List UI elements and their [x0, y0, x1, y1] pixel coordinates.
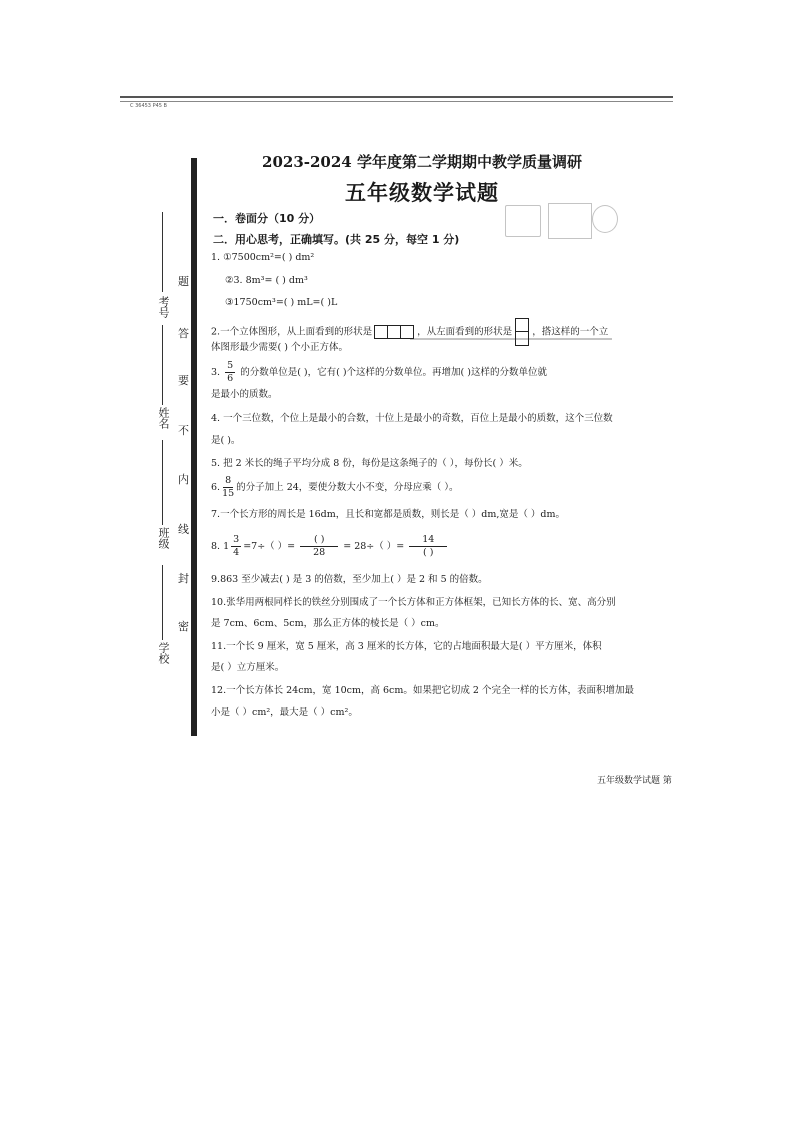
bleed-through-shape — [505, 205, 541, 237]
question-3-number: 3. — [211, 367, 221, 378]
left-view-figure — [515, 318, 529, 346]
question-4: 4. 一个三位数，个位上是最小的合数，十位上是最小的奇数，百位上是最小的质数，这个三位数 — [211, 413, 613, 424]
section-1-heading: 一．卷面分（10 分） — [213, 212, 321, 225]
question-4-line2: 是( )。 — [211, 435, 241, 446]
question-1a: 1. ①7500cm²=( ) dm² — [211, 252, 315, 263]
question-8-number: 8. — [211, 541, 221, 552]
question-8 — [211, 534, 449, 559]
field-exam-no: 考号 — [157, 296, 170, 318]
question-6 — [211, 475, 459, 500]
print-code: C 36453 P45 B — [130, 103, 167, 109]
question-11: 11.一个长 9 厘米，宽 5 厘米，高 3 厘米的长方体，它的占地面积最大是( ）平方厘米，体积 — [211, 641, 602, 652]
exam-header: 2023-2024 学年度第二学期期中教学质量调研 — [262, 153, 582, 171]
question-3 — [211, 360, 547, 385]
question-6-number: 6. — [211, 482, 221, 493]
section-2-heading: 二．用心思考，正确填写。(共 25 分，每空 1 分) — [213, 233, 460, 246]
question-1b: ②3. 8m³= ( ) dm³ — [225, 275, 308, 286]
question-8-text: =7÷（ ）= — [243, 541, 296, 552]
top-border-line-thin — [120, 101, 673, 102]
field-line-name — [162, 325, 163, 405]
bleed-through-shape — [548, 203, 592, 239]
exam-title: 五年级数学试题 — [345, 180, 499, 205]
fraction: $\frac{3}{4}$ — [233, 534, 240, 558]
field-line-class — [162, 440, 163, 525]
page-footer: 五年级数学试题 第 — [597, 776, 672, 786]
binding-bar — [191, 158, 197, 736]
seal-char: 密 — [178, 620, 189, 633]
question-2-text: ，搭这样的一个立 — [532, 326, 609, 338]
question-2-line2: 体图形最少需要( ) 个小正方体。 — [211, 342, 348, 353]
fraction: $\frac{5}{6}$ — [227, 360, 234, 384]
question-2-text: ，从左面看到的形状是 — [417, 326, 513, 338]
question-10-line2: 是 7cm、6cm、5cm，那么正方体的棱长是（ ）cm。 — [211, 618, 445, 629]
fraction: $\frac{( )}{28}$ — [300, 534, 338, 559]
field-name: 姓名 — [157, 407, 170, 429]
mixed-number-whole: 1 — [223, 541, 230, 552]
question-2-text: 2.一个立体图形，从上面看到的形状是 — [211, 326, 373, 338]
question-12-line2: 小是（ ）cm²，最大是（ ）cm²。 — [211, 707, 358, 718]
fraction: $\frac{14}{( )}$ — [409, 534, 447, 559]
fraction: $\frac{8}{15}$ — [222, 475, 235, 499]
question-11-line2: 是( ）立方厘米。 — [211, 662, 285, 673]
field-line-school — [162, 565, 163, 640]
seal-char: 题 — [178, 275, 189, 288]
top-border-line — [120, 96, 673, 98]
seal-char: 封 — [178, 572, 189, 585]
field-line-exam-no — [162, 212, 163, 292]
question-9: 9.863 至少减去( ) 是 3 的倍数，至少加上( ）是 2 和 5 的倍数。 — [211, 574, 488, 585]
top-view-figure — [375, 327, 414, 338]
seal-char: 不 — [178, 424, 189, 437]
question-6-text: 的分子加上 24，要使分数大小不变，分母应乘（ ）。 — [236, 482, 459, 493]
seal-char: 线 — [178, 523, 189, 536]
seal-char: 内 — [178, 473, 189, 486]
question-7: 7.一个长方形的周长是 16dm，且长和宽都是质数，则长是（ ）dm,宽是（ ）dm。 — [211, 509, 566, 520]
seal-char: 要 — [178, 374, 189, 387]
question-8-text: = 28÷（ ）= — [343, 541, 405, 552]
question-10: 10.张华用两根同样长的铁丝分别围成了一个长方体和正方体框架，已知长方体的长、宽、高分别 — [211, 597, 616, 608]
question-5: 5. 把 2 米长的绳子平均分成 8 份，每份是这条绳子的（ ），每份长( ）米。 — [211, 458, 528, 469]
question-3-text: 的分数单位是( )，它有( )个这样的分数单位。再增加( )这样的分数单位就 — [240, 367, 547, 378]
seal-char: 答 — [178, 327, 189, 340]
question-3-line2: 是最小的质数。 — [211, 389, 278, 400]
field-school: 学校 — [157, 642, 170, 664]
question-12: 12.一个长方体长 24cm，宽 10cm，高 6cm。如果把它切成 2 个完全一样的长方体，表面积增加最 — [211, 685, 634, 696]
question-1c: ③1750cm³=( ) mL=( )L — [225, 297, 338, 308]
bleed-through-shape — [592, 205, 618, 233]
field-class: 班级 — [157, 527, 170, 549]
